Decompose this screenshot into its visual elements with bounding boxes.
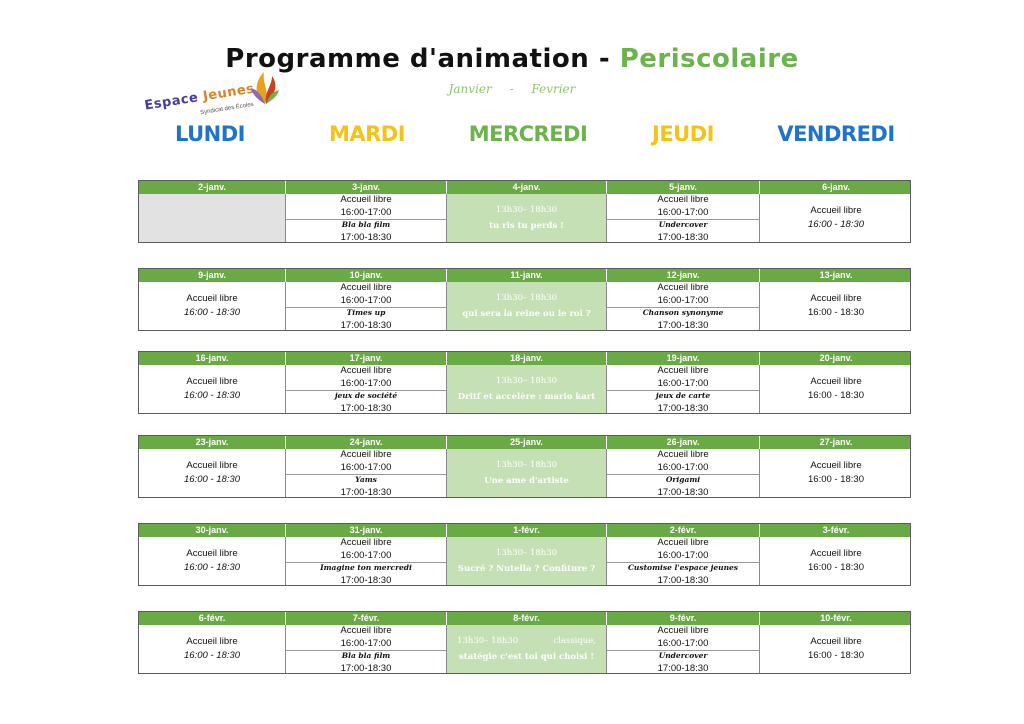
open-hours-time: 16:00-17:00 (340, 377, 392, 389)
activity-time: 13h30– 18h30 (495, 376, 558, 386)
empty-day-cell (139, 194, 286, 242)
open-hours-time: 16:00-17:00 (657, 294, 709, 306)
open-hours-label: Accueil libre (186, 293, 238, 304)
open-hours-label: Accueil libre (810, 293, 862, 304)
open-hours-time: 16:00-17:00 (340, 549, 392, 561)
week-table (138, 523, 911, 586)
day-schedule-cell (607, 282, 760, 330)
open-hours-label: Accueil libre (340, 625, 392, 636)
open-day-cell (760, 365, 912, 413)
activity-name: Undercover (658, 220, 708, 229)
open-hours-label: Accueil libre (657, 625, 709, 636)
activity-time: 13h30– 18h30 (495, 293, 558, 303)
activity-time: 13h30– 18h30 (495, 460, 558, 470)
activity-name: tu ris tu perds ! (489, 221, 564, 231)
date-header: 20-janv. (819, 353, 853, 363)
day-schedule-cell (286, 537, 447, 585)
open-hours-time: 16:00-17:00 (657, 206, 709, 218)
date-header: 26-janv. (607, 436, 760, 449)
activity-time: 17:00-18:30 (657, 319, 709, 331)
open-day-cell (139, 365, 286, 413)
date-header: 23-janv. (139, 436, 286, 449)
date-header: 27-janv. (819, 437, 853, 447)
date-header: 8-févr. (447, 612, 607, 625)
day-heading-4: VENDREDI (777, 122, 895, 146)
activity-time: 13h30– 18h30 (495, 548, 558, 558)
activity-name: statégie c'est toi qui choisi ! (458, 652, 594, 662)
activity-name: Yams (355, 475, 377, 484)
cell-divider (286, 474, 446, 475)
open-hours-label: Accueil libre (186, 636, 238, 647)
open-hours-label: Accueil libre (810, 548, 862, 559)
date-header: 4-janv. (447, 181, 607, 194)
date-header: 10-févr. (820, 613, 852, 623)
date-header: 13-janv. (819, 270, 853, 280)
activity-time: 17:00-18:30 (657, 402, 709, 414)
open-hours-time: 16:00 - 18:30 (184, 474, 240, 485)
open-hours-label: Accueil libre (340, 365, 392, 376)
date-header: 2-janv. (139, 181, 286, 194)
open-hours-label: Accueil libre (810, 636, 862, 647)
open-hours-time: 16:00-17:00 (657, 637, 709, 649)
activity-name: Origami (665, 475, 701, 484)
activity-name: Chanson synonyme (642, 308, 724, 317)
date-header: 12-janv. (607, 269, 760, 282)
day-schedule-cell (607, 365, 760, 413)
day-schedule-cell (607, 194, 760, 242)
date-header: 2-févr. (607, 524, 760, 537)
leaf-icon (250, 70, 280, 106)
open-hours-time: 16:00-17:00 (340, 294, 392, 306)
open-day-cell (760, 625, 912, 673)
week-table (138, 611, 911, 674)
activity-name: Customise l'espace jeunes (627, 563, 739, 572)
cell-divider (286, 562, 446, 563)
open-hours-label: Accueil libre (657, 449, 709, 460)
day-heading-1: MARDI (328, 122, 406, 146)
cell-divider (286, 390, 446, 391)
activity-time: 17:00-18:30 (340, 574, 392, 586)
open-hours-label: Accueil libre (657, 537, 709, 548)
activity-time: 17:00-18:30 (657, 486, 709, 498)
wednesday-activity-cell (447, 449, 607, 497)
date-header: 24-janv. (286, 436, 447, 449)
date-header: 9-févr. (607, 612, 760, 625)
open-day-cell (760, 194, 912, 242)
open-hours-label: Accueil libre (186, 548, 238, 559)
week-table (138, 351, 911, 414)
open-hours-label: Accueil libre (810, 205, 862, 216)
week-table (138, 268, 911, 331)
cell-divider (607, 562, 759, 563)
day-schedule-cell (286, 625, 447, 673)
day-heading-3: JEUDI (652, 122, 714, 146)
wednesday-activity-cell (447, 282, 607, 330)
activity-name: Imagine ton mercredi (320, 563, 412, 572)
open-hours-time: 16:00-17:00 (340, 461, 392, 473)
open-day-cell (760, 449, 912, 497)
day-schedule-cell (607, 537, 760, 585)
logo-tagline: Syndicat des Écoles (199, 101, 255, 117)
open-day-cell (139, 625, 286, 673)
open-day-cell (139, 537, 286, 585)
page-subtitle: Janvier - Fevrier (448, 82, 576, 96)
activity-name: Une ame d'artiste (484, 476, 569, 486)
open-hours-time: 16:00 - 18:30 (184, 307, 240, 318)
day-heading-2: MERCREDI (468, 122, 588, 146)
week-table (138, 180, 911, 243)
cell-divider (286, 307, 446, 308)
wednesday-activity-cell (447, 194, 607, 242)
date-header: 1-févr. (447, 524, 607, 537)
activity-time: 17:00-18:30 (340, 231, 392, 243)
cell-divider (607, 390, 759, 391)
open-hours-time: 16:00 - 18:30 (808, 562, 864, 573)
date-header: 17-janv. (286, 352, 447, 365)
day-schedule-cell (607, 625, 760, 673)
open-hours-time: 16:00 - 18:30 (184, 562, 240, 573)
week-table (138, 435, 911, 498)
open-day-cell (139, 282, 286, 330)
activity-name: jeux de carte (655, 391, 711, 400)
date-header: 19-janv. (607, 352, 760, 365)
open-hours-label: Accueil libre (340, 449, 392, 460)
cell-divider (607, 474, 759, 475)
date-header: 6-févr. (139, 612, 286, 625)
activity-name: qui sera la reine ou le roi ? (462, 309, 591, 319)
open-hours-label: Accueil libre (810, 376, 862, 387)
date-header: 5-janv. (607, 181, 760, 194)
title-separator: - (598, 44, 611, 74)
cell-divider (607, 650, 759, 651)
activity-time: 17:00-18:30 (340, 402, 392, 414)
date-header: 9-janv. (139, 269, 286, 282)
date-header: 10-janv. (286, 269, 447, 282)
open-hours-label: Accueil libre (340, 282, 392, 293)
open-hours-label: Accueil libre (186, 460, 238, 471)
day-schedule-cell (286, 449, 447, 497)
open-hours-label: Accueil libre (340, 194, 392, 205)
cell-divider (286, 650, 446, 651)
open-day-cell (760, 282, 912, 330)
day-headings (138, 122, 911, 156)
activity-time: 13h30– 18h30 (495, 205, 558, 215)
open-hours-time: 16:00 - 18:30 (808, 474, 864, 485)
date-header: 3-févr. (822, 525, 850, 535)
open-hours-time: 16:00-17:00 (340, 206, 392, 218)
cell-divider (607, 219, 759, 220)
open-hours-time: 16:00 - 18:30 (184, 390, 240, 401)
activity-time: 17:00-18:30 (657, 662, 709, 674)
activity-time: 17:00-18:30 (657, 574, 709, 586)
activity-name: Bla bla film (341, 220, 391, 229)
day-schedule-cell (286, 365, 447, 413)
day-schedule-cell (607, 449, 760, 497)
activity-time: 13h30– 18h30 classique, (457, 636, 596, 646)
open-hours-label: Accueil libre (186, 376, 238, 387)
title-sub: Periscolaire (619, 44, 799, 74)
open-hours-time: 16:00 - 18:30 (184, 650, 240, 661)
activity-name: Times up (346, 308, 386, 317)
open-hours-label: Accueil libre (340, 537, 392, 548)
wednesday-activity-cell (447, 537, 607, 585)
date-header: 16-janv. (139, 352, 286, 365)
open-hours-time: 16:00-17:00 (657, 461, 709, 473)
cell-divider (286, 219, 446, 220)
open-day-cell (760, 537, 912, 585)
activity-time: 17:00-18:30 (340, 319, 392, 331)
day-schedule-cell (286, 282, 447, 330)
logo (142, 70, 282, 126)
open-hours-time: 16:00 - 18:30 (808, 307, 864, 318)
day-heading-0: LUNDI (174, 122, 245, 146)
open-day-cell (139, 449, 286, 497)
activity-time: 17:00-18:30 (657, 231, 709, 243)
date-header: 7-févr. (286, 612, 447, 625)
activity-time: 17:00-18:30 (340, 486, 392, 498)
open-hours-label: Accueil libre (810, 460, 862, 471)
cell-divider (607, 307, 759, 308)
activity-name: Bla bla film (341, 651, 391, 660)
open-hours-time: 16:00-17:00 (657, 377, 709, 389)
open-hours-time: 16:00 - 18:30 (808, 390, 864, 401)
open-hours-label: Accueil libre (657, 365, 709, 376)
open-hours-time: 16:00 - 18:30 (808, 219, 864, 230)
activity-name: Undercover (658, 651, 708, 660)
date-header: 31-janv. (286, 524, 447, 537)
open-hours-label: Accueil libre (657, 194, 709, 205)
date-header: 18-janv. (447, 352, 607, 365)
date-header: 25-janv. (447, 436, 607, 449)
wednesday-activity-cell (447, 625, 607, 673)
title-main: Programme d'animation (225, 44, 590, 74)
date-header: 30-janv. (139, 524, 286, 537)
open-hours-time: 16:00 - 18:30 (808, 650, 864, 661)
date-header: 3-janv. (286, 181, 447, 194)
logo-brand: Espace Jeunes (143, 81, 256, 114)
wednesday-activity-cell (447, 365, 607, 413)
day-schedule-cell (286, 194, 447, 242)
date-header: 11-janv. (447, 269, 607, 282)
open-hours-time: 16:00-17:00 (657, 549, 709, 561)
activity-time: 17:00-18:30 (340, 662, 392, 674)
activity-name: Sucré ? Nutella ? Confiture ? (457, 564, 596, 574)
open-hours-time: 16:00-17:00 (340, 637, 392, 649)
open-hours-label: Accueil libre (657, 282, 709, 293)
activity-name: Dritf et accelère : mario kart (457, 392, 596, 402)
activity-name: jeux de société (334, 391, 398, 400)
date-header: 6-janv. (822, 182, 850, 192)
